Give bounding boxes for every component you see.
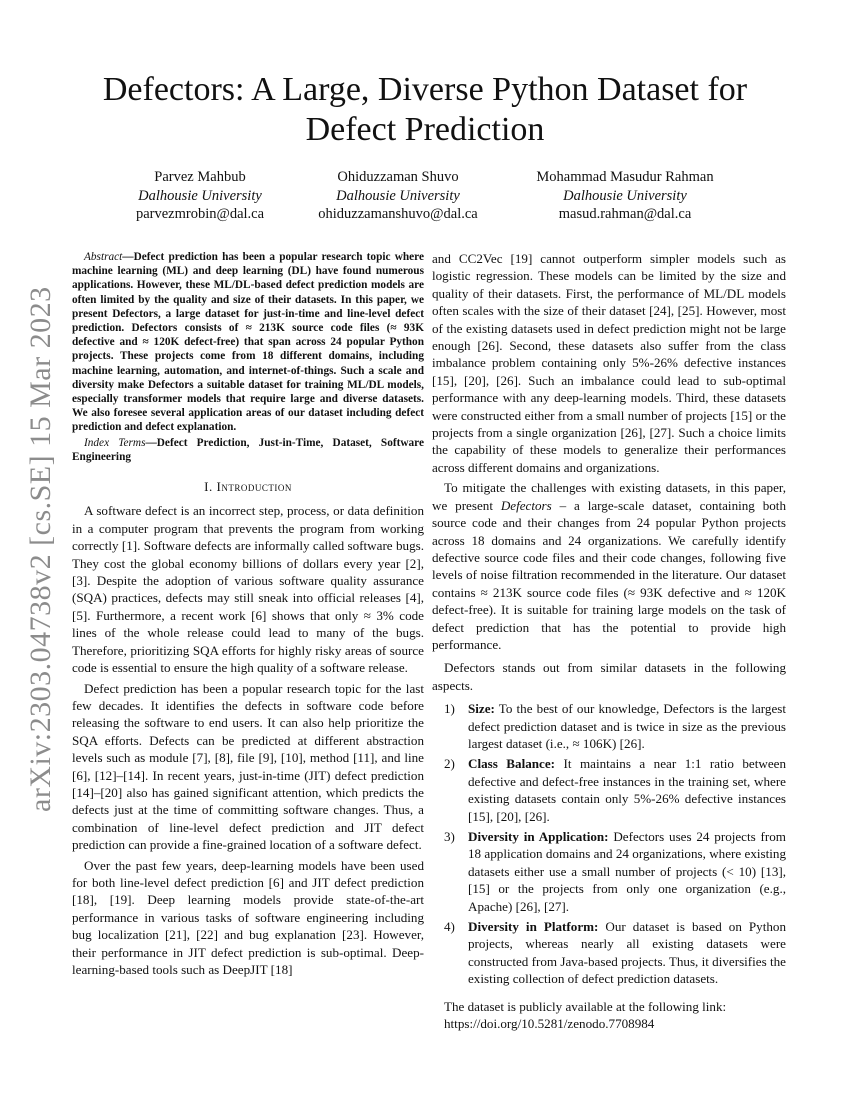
availability-paragraph [432, 998, 786, 1033]
paragraph-text: – a large-scale dataset, containing both source code and their changes from 24 popular Python projects across 18 domains and 24 organizations. We carefully identify defective source code files and their code changes, following five levels of noise filtration recommended in the literature. Our dataset contains ≈ 213K source code files (≈ 93K defective and ≈ 120K defect-free). It is suitable for training large models on the task of defect prediction that has the potential to provide high performance. [432, 497, 786, 652]
author-block-3 [510, 168, 740, 224]
list-item-text: To the best of our knowledge, Defectors is the largest defect prediction dataset and is twice in size as the previous largest dataset (i.e., ≈ 106K) [26]. [468, 701, 786, 751]
section-number: I. [204, 479, 217, 495]
author-block-1 [100, 168, 300, 224]
author-affiliation: Dalhousie University [138, 187, 262, 204]
paragraph-text: The dataset is publicly available at the following link: [444, 998, 727, 1014]
index-terms-label: Index Terms [84, 436, 146, 449]
author-email: masud.rahman@dal.ca [558, 206, 692, 222]
list-item-label: Size: [468, 701, 495, 717]
list-item [432, 918, 786, 988]
list-item-label: Diversity in Platform: [468, 919, 599, 935]
author-affiliation: Dalhousie University [336, 187, 460, 204]
abstract-text: —Defect prediction has been a popular research topic where machine learning (ML) and deep learning (DL) have found numerous applications. However, these ML/DL-based defect prediction models are often limited by the quality and size of their datasets. In this paper, we present Defectors, a large dataset for just-in-time and line-level defect prediction. Defectors consists of ≈ 213K source code files (≈ 93K defective and ≈ 120K defect-free) that span across 24 popular Python projects. These projects come from 18 different domains, including machine learning, automation, and internet-of-things. Such a scale and diversity make Defectors a suitable dataset for training ML/DL models, especially transformer models that require large and diverse datasets. We also foresee several application areas of our dataset including defect prediction and defect explanation. [72, 251, 424, 434]
author-name: Parvez Mahbub [154, 169, 246, 185]
author-block-2 [298, 168, 498, 224]
dataset-link[interactable]: https://doi.org/10.5281/zenodo.7708984 [444, 1016, 655, 1032]
arxiv-id: arXiv:2303.04738v2 [cs.SE] 15 Mar 2023 [24, 286, 57, 812]
left-column [72, 250, 424, 978]
author-name: Mohammad Masudur Rahman [536, 169, 714, 185]
body-paragraph: and CC2Vec [19] cannot outperform simpler models such as logistic regression. These models can be limited by the size and quality of their datasets. First, the performance of ML/DL models often scales with the size of their dataset [24], [25]. However, most of the existing datasets used in defect prediction might not be large enough [26]. Second, these datasets also suffer from the class imbalance problem containing only 5%-26% defective instances [15], [20], [26]. Such an imbalance could lead to sub-optimal performance with any deep-learning models. Third, these datasets were constructed either from a small number of projects [15] or the projects from a single organization [26], [27]. Such a choice limits the capability of these models to generalize their performances across different domains and organizations. [432, 251, 786, 475]
author-affiliation: Dalhousie University [563, 187, 687, 204]
abstract-label: Abstract [84, 251, 123, 263]
arxiv-stamp [8, 260, 68, 820]
list-item [432, 700, 786, 752]
author-name: Ohiduzzaman Shuvo [337, 169, 459, 185]
abstract [72, 250, 424, 435]
list-item-label: Class Balance: [468, 756, 556, 772]
list-number: 4) [444, 919, 455, 935]
body-paragraph: A software defect is an incorrect step, process, or data definition in a computer program that prevents the program from working correctly [1]. Software defects are informally called software bugs. They cost the global economy billions of dollars every year [2], [3]. Despite the adoption of various software quality assurance (SQA) practices, defects may still sneak into official releases [4], [5]. Furthermore, a recent work [6] shows that only ≈ 3% code lines of the whole release could lead to many of the bugs. Therefore, prioritizing SQA efforts for highly risky areas of source code is essential to ensure the high quality of a software release. [72, 503, 424, 676]
list-number: 3) [444, 829, 455, 844]
title-line-2: Defect Prediction [305, 111, 545, 148]
list-item-text: Defectors uses 24 projects from 18 application domains and 24 organizations, where existing datasets either use a small number of projects (< 10) [13], [15] or the projects from only one organization (e.g., Apache) [26], [27]. [468, 829, 786, 914]
author-email: ohiduzzamanshuvo@dal.ca [318, 206, 478, 222]
list-number: 2) [444, 756, 455, 772]
body-paragraph: Defectors stands out from similar datasets in the following aspects. [432, 660, 786, 693]
title-line-1: Defectors: A Large, Diverse Python Dataset for [102, 71, 748, 108]
list-item-text: It maintains a near 1:1 ratio between defective and defect-free instances in the training set, where existing datasets contain only 5%-26% defective instances [15], [20], [26]. [468, 756, 786, 824]
paper-title [60, 70, 790, 150]
index-terms-text: —Defect Prediction, Just-in-Time, Dataset, Software Engineering [72, 436, 425, 463]
right-column [432, 250, 786, 1032]
list-item [432, 755, 786, 825]
list-item [432, 828, 786, 915]
dataset-name-emphasis: Defectors [500, 497, 552, 513]
paragraph-text: To mitigate the challenges with existing datasets, in this paper, we present [432, 480, 786, 513]
list-item-text: Our dataset is based on Python projects, whereas nearly all existing datasets were constructed from Java-based projects. Thus, it diversifies the existing collection of defect prediction datasets. [468, 919, 786, 987]
section-heading-introduction [72, 478, 424, 495]
list-number: 1) [444, 701, 455, 717]
list-item-label: Diversity in Application: [468, 829, 609, 844]
body-paragraph: Defect prediction has been a popular research topic for the last few decades. It identifies the defects in software code before releasing the software to end users. It can also help prioritize the SQA efforts. Defects can be predicted at different abstraction levels such as module [7], [8], file [9], [10], method [11], and line [6], [12]–[14]. In recent years, just-in-time (JIT) defect prediction [14]–[20] also has gained significant attention, which predicts the defects just at the time of committing software changes. Thus, a combination of line-level defect prediction and JIT defect prediction can provide a fine-grained location of a software defect. [72, 680, 424, 853]
author-email: parvezmrobin@dal.ca [135, 206, 265, 222]
mitigate-paragraph [432, 479, 786, 653]
body-paragraph: Over the past few years, deep-learning models have been used for both line-level defect prediction [6] and JIT defect prediction [18], [19]. Deep learning models provide state-of-the-art performance in various tasks of software engineering including bug localization [21], [22] and bug explanation [23]. However, their performance in JIT defect prediction is sub-optimal. Deep-learning-based tools such as DeepJIT [18] [72, 857, 424, 978]
aspects-list [432, 700, 786, 988]
section-title: Introduction [216, 479, 292, 495]
index-terms [72, 436, 424, 464]
